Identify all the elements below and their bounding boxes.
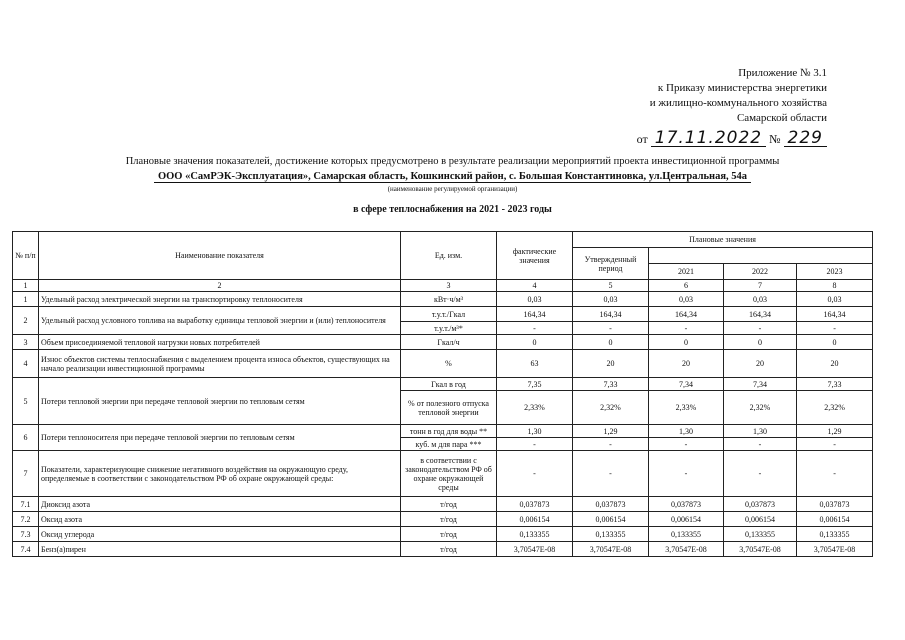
header-planned: Плановые значения: [573, 232, 873, 248]
cell-2021: 0: [649, 335, 724, 350]
cell-2021: 7,34: [649, 378, 724, 391]
header-actual: фактические значения: [497, 232, 573, 280]
row-unit: т/год: [401, 497, 497, 512]
header-year-2022: 2022: [724, 264, 797, 280]
table-row: [13, 350, 873, 378]
row-unit: куб. м для пара ***: [401, 438, 497, 451]
cell-approved: 2,32%: [573, 391, 649, 425]
row-name: Бенз(а)пирен: [39, 542, 401, 557]
cell-2023: 20: [797, 350, 873, 378]
handwritten-number: 229: [784, 130, 827, 147]
cell-approved: 164,34: [573, 307, 649, 322]
table-row: [13, 335, 873, 350]
cell-2021: -: [649, 322, 724, 335]
handwritten-date: 17.11.2022: [651, 130, 766, 147]
cell-actual: 0,037873: [497, 497, 573, 512]
row-unit: %: [401, 350, 497, 378]
header-approved-period: Утвержденный период: [573, 248, 649, 280]
cell-2022: 0,006154: [724, 512, 797, 527]
cell-approved: 0,037873: [573, 497, 649, 512]
organization-name: ООО «СамРЭК-Эксплуатация», Самарская область, Кошкинский район, с. Большая Константиновка, ул.Центральная, 54а: [154, 171, 751, 183]
cell-2021: 2,33%: [649, 391, 724, 425]
appendix-line-4: Самарской области: [736, 112, 827, 124]
cell-2022: -: [724, 322, 797, 335]
cell-2023: 1,29: [797, 425, 873, 438]
col-number: 7: [724, 280, 797, 292]
row-num: 7.2: [13, 512, 39, 527]
appendix-line-2: к Приказу министерства энергетики: [657, 82, 827, 94]
row-name: Удельный расход электрической энергии на транспортировку теплоносителя: [39, 292, 401, 307]
col-number: 4: [497, 280, 573, 292]
row-name: Потери тепловой энергии при передаче тепловой энергии по тепловым сетям: [39, 378, 401, 425]
sphere-title: в сфере теплоснабжения на 2021 - 2023 годы: [353, 204, 552, 215]
header-num: № п/п: [13, 232, 39, 280]
document-title: Плановые значения показателей, достижение которых предусмотрено в результате реализации мероприятий проекта инвестиционной программы: [125, 156, 780, 167]
cell-actual: -: [497, 451, 573, 497]
appendix-date-line: [637, 130, 827, 147]
row-name: Оксид азота: [39, 512, 401, 527]
cell-2021: 164,34: [649, 307, 724, 322]
cell-2022: 164,34: [724, 307, 797, 322]
cell-approved: -: [573, 451, 649, 497]
cell-2022: 1,30: [724, 425, 797, 438]
cell-actual: 0: [497, 335, 573, 350]
number-prefix: №: [769, 132, 781, 146]
cell-2022: 20: [724, 350, 797, 378]
cell-actual: -: [497, 438, 573, 451]
col-number: 1: [13, 280, 39, 292]
row-name: Показатели, характеризующие снижение негативного воздействия на окружающую среду, определяемые в соответствии с законодательством РФ об охране окружающей среды:: [39, 451, 401, 497]
cell-actual: 0,133355: [497, 527, 573, 542]
table-row: [13, 378, 873, 391]
header-year-2021: 2021: [649, 264, 724, 280]
cell-approved: -: [573, 322, 649, 335]
row-num: 2: [13, 307, 39, 335]
cell-2023: 2,32%: [797, 391, 873, 425]
row-unit: т.у.т./м³*: [401, 322, 497, 335]
header-name: Наименование показателя: [39, 232, 401, 280]
table-row: [13, 542, 873, 557]
table-row: [13, 497, 873, 512]
cell-actual: 0,006154: [497, 512, 573, 527]
row-unit: % от полезного отпуска тепловой энергии: [401, 391, 497, 425]
cell-2023: 0,006154: [797, 512, 873, 527]
cell-approved: 7,33: [573, 378, 649, 391]
cell-actual: -: [497, 322, 573, 335]
table-row: [13, 307, 873, 322]
row-num: 1: [13, 292, 39, 307]
cell-approved: 1,29: [573, 425, 649, 438]
organization-line: [0, 171, 905, 182]
cell-2023: 3,70547E-08: [797, 542, 873, 557]
row-name: Удельный расход условного топлива на выработку единицы тепловой энергии и (или) теплоносителя: [39, 307, 401, 335]
appendix-line-3: и жилищно-коммунального хозяйства: [649, 97, 827, 109]
row-name: Оксид углерода: [39, 527, 401, 542]
row-name: Объем присоединяемой тепловой нагрузки новых потребителей: [39, 335, 401, 350]
cell-approved: 0: [573, 335, 649, 350]
table-row: [13, 527, 873, 542]
row-unit: кВт·ч/м³: [401, 292, 497, 307]
cell-2023: -: [797, 322, 873, 335]
row-num: 3: [13, 335, 39, 350]
cell-2022: 3,70547E-08: [724, 542, 797, 557]
cell-2022: 7,34: [724, 378, 797, 391]
indicators-table: [12, 231, 873, 557]
cell-2021: -: [649, 438, 724, 451]
row-unit: т/год: [401, 527, 497, 542]
cell-actual: 7,35: [497, 378, 573, 391]
cell-approved: 0,03: [573, 292, 649, 307]
cell-2021: 0,006154: [649, 512, 724, 527]
row-unit: Гкал/ч: [401, 335, 497, 350]
table-row: [13, 451, 873, 497]
row-num: 7.4: [13, 542, 39, 557]
cell-2023: 7,33: [797, 378, 873, 391]
cell-2022: -: [724, 438, 797, 451]
header-year-2023: 2023: [797, 264, 873, 280]
cell-2023: 0,133355: [797, 527, 873, 542]
col-number: 2: [39, 280, 401, 292]
cell-actual: 3,70547E-08: [497, 542, 573, 557]
row-unit: тонн в год для воды **: [401, 425, 497, 438]
cell-2022: 0: [724, 335, 797, 350]
cell-2022: 0,133355: [724, 527, 797, 542]
row-name: Диоксид азота: [39, 497, 401, 512]
row-unit: т/год: [401, 512, 497, 527]
row-num: 4: [13, 350, 39, 378]
organization-caption: (наименование регулируемой организации): [387, 185, 518, 193]
row-name: Потери теплоносителя при передаче тепловой энергии по тепловым сетям: [39, 425, 401, 451]
cell-2021: 0,037873: [649, 497, 724, 512]
col-number: 6: [649, 280, 724, 292]
cell-2022: 0,037873: [724, 497, 797, 512]
cell-2022: 0,03: [724, 292, 797, 307]
table-row: [13, 512, 873, 527]
cell-actual: 1,30: [497, 425, 573, 438]
row-name: Износ объектов системы теплоснабжения с выделением процента износа объектов, существующих на начало реализации инвестиционной программы: [39, 350, 401, 378]
cell-2021: -: [649, 451, 724, 497]
cell-actual: 164,34: [497, 307, 573, 322]
table-row: [13, 425, 873, 438]
cell-approved: -: [573, 438, 649, 451]
row-unit: в соответствии с законодательством РФ об охране окружающей среды: [401, 451, 497, 497]
cell-2023: -: [797, 438, 873, 451]
row-num: 7.3: [13, 527, 39, 542]
cell-2023: 0,03: [797, 292, 873, 307]
col-number: 5: [573, 280, 649, 292]
table-row: [13, 292, 873, 307]
cell-approved: 0,006154: [573, 512, 649, 527]
cell-2023: 0,037873: [797, 497, 873, 512]
cell-2022: 2,32%: [724, 391, 797, 425]
row-unit: Гкал в год: [401, 378, 497, 391]
cell-2021: 20: [649, 350, 724, 378]
cell-approved: 0,133355: [573, 527, 649, 542]
cell-2021: 1,30: [649, 425, 724, 438]
col-number: 8: [797, 280, 873, 292]
cell-actual: 63: [497, 350, 573, 378]
header-years-blank: [649, 248, 873, 264]
cell-approved: 3,70547E-08: [573, 542, 649, 557]
cell-2021: 0,03: [649, 292, 724, 307]
header-unit: Ед. изм.: [401, 232, 497, 280]
appendix-block: [637, 66, 827, 147]
cell-2021: 3,70547E-08: [649, 542, 724, 557]
row-num: 6: [13, 425, 39, 451]
appendix-line-1: Приложение № 3.1: [738, 67, 827, 79]
row-num: 7.1: [13, 497, 39, 512]
row-num: 7: [13, 451, 39, 497]
cell-2023: -: [797, 451, 873, 497]
row-unit: т.у.т./Гкал: [401, 307, 497, 322]
row-num: 5: [13, 378, 39, 425]
col-number: 3: [401, 280, 497, 292]
cell-2023: 164,34: [797, 307, 873, 322]
cell-2021: 0,133355: [649, 527, 724, 542]
cell-actual: 2,33%: [497, 391, 573, 425]
cell-approved: 20: [573, 350, 649, 378]
date-prefix: от: [636, 132, 648, 146]
cell-actual: 0,03: [497, 292, 573, 307]
column-number-row: [13, 280, 873, 292]
cell-2022: -: [724, 451, 797, 497]
cell-2023: 0: [797, 335, 873, 350]
row-unit: т/год: [401, 542, 497, 557]
